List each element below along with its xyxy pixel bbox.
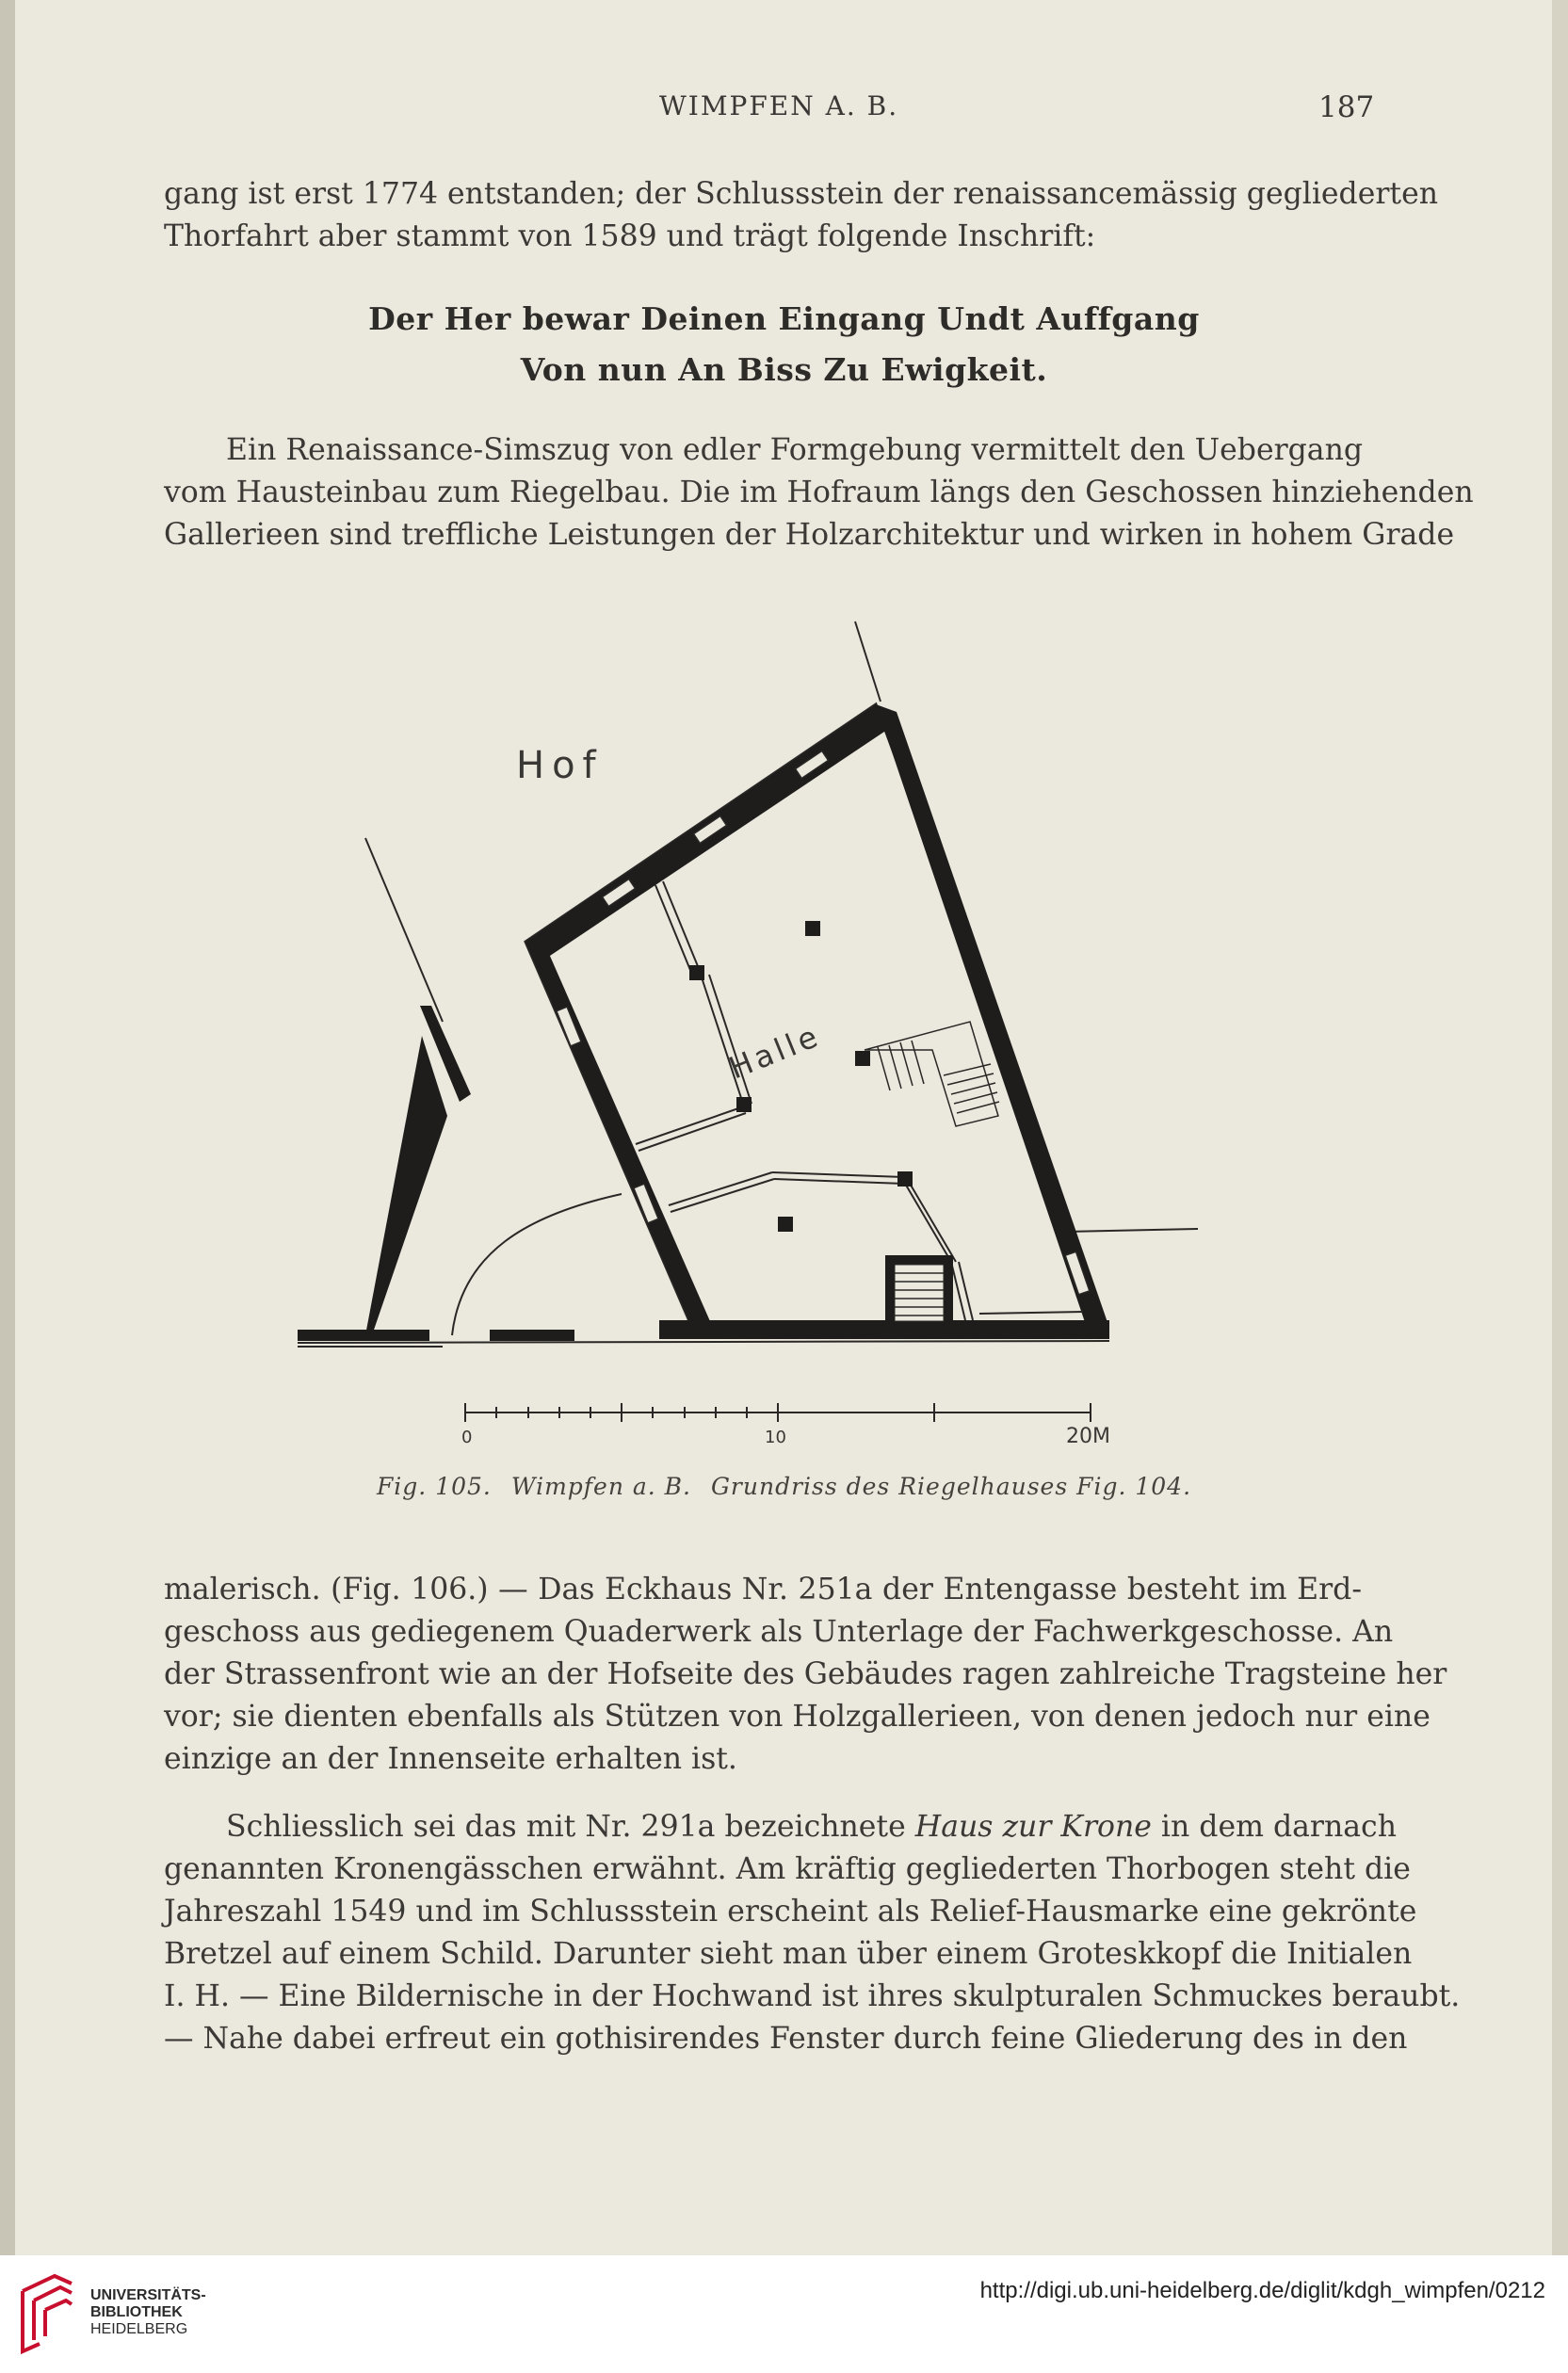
pillar — [736, 1097, 752, 1112]
inscription-line: Der Her bewar Deinen Eingang Undt Auffgang — [368, 300, 1200, 337]
scale-bar — [465, 1403, 1091, 1422]
scale-label: 20M — [1066, 1425, 1110, 1448]
guide-line — [365, 838, 443, 1022]
scale-label: 0 — [461, 1428, 473, 1447]
scale-label: 10 — [765, 1428, 786, 1447]
text-segment: in dem darnach — [1160, 1810, 1397, 1844]
text-line — [164, 1806, 1397, 1848]
library-line: UNIVERSITÄTS- — [90, 2287, 206, 2303]
paragraph-3 — [164, 1569, 1447, 1781]
text-line: vor; sie dienten ebenfalls als Stützen von Holzgallerieen, von denen jedoch nur eine — [164, 1700, 1431, 1734]
label-halle: Halle — [723, 1017, 826, 1087]
caption-title: Grundriss des Riegelhauses Fig. 104. — [710, 1473, 1192, 1500]
caption-place: Wimpfen a. B. — [510, 1473, 691, 1500]
text-line: genannten Kronengässchen erwähnt. Am kräftig gegliederten Thorbogen steht die — [164, 1852, 1411, 1886]
text-line: einzige an der Innenseite erhalten ist. — [164, 1742, 737, 1776]
street-line — [298, 1341, 1109, 1347]
page-number: 187 — [1318, 90, 1375, 124]
pillar — [778, 1217, 793, 1232]
library-logo-icon[interactable] — [17, 2272, 79, 2357]
text-line: der Strassenfront wie an der Hofseite des Gebäudes ragen zahlreiche Tragsteine her — [164, 1657, 1447, 1691]
text-line: vom Hausteinbau zum Riegelbau. Die im Hofraum längs den Geschossen hinziehenden — [164, 476, 1474, 509]
paragraph-1 — [164, 173, 1438, 258]
wall-annex-diag — [365, 1036, 447, 1335]
text-line: gang ist erst 1774 entstanden; der Schlussstein der renaissancemässig gegliederten — [164, 177, 1438, 211]
text-line: geschoss aus gediegenem Quaderwerk als Unterlage der Fachwerkgeschosse. An — [164, 1615, 1394, 1649]
running-title: WIMPFEN A. B. — [659, 90, 899, 121]
house-name: Haus zur Krone — [914, 1810, 1152, 1844]
text-line: Thorfahrt aber stammt von 1589 und trägt folgende Inschrift: — [164, 219, 1096, 253]
footer-bar — [0, 2255, 1568, 2373]
floor-plan-figure — [0, 603, 1568, 1450]
guide-line — [855, 622, 881, 702]
text-line: I. H. — Eine Bildernische in der Hochwand ist ihres skulpturalen Schmuckes beraubt. — [164, 1979, 1461, 2013]
text-segment: Schliesslich sei das mit Nr. 291a bezeichnete — [226, 1810, 906, 1844]
library-line: BIBLIOTHEK — [90, 2304, 183, 2320]
caption-fig: Fig. 105. — [376, 1473, 492, 1500]
pillar — [805, 921, 820, 936]
text-line: Ein Renaissance-Simszug von edler Formgebung vermittelt den Uebergang — [226, 433, 1364, 467]
library-line: HEIDELBERG — [90, 2321, 188, 2337]
figure-caption — [0, 1473, 1568, 1500]
guide-line — [1064, 1229, 1198, 1232]
building-outline — [525, 704, 1107, 1328]
wall-street — [659, 1320, 1109, 1339]
inscription-line: Von nun An Biss Zu Ewigkeit. — [520, 351, 1048, 388]
label-hof: Hof — [516, 744, 604, 787]
inscription — [0, 294, 1568, 396]
wall-annex-base — [490, 1330, 574, 1341]
library-name — [90, 2287, 206, 2338]
text-line: Bretzel auf einem Schild. Darunter sieht man über einem Groteskkopf die Initialen — [164, 1937, 1413, 1971]
entrance-steps — [885, 1255, 953, 1321]
pillar — [855, 1051, 870, 1066]
text-line: Jahreszahl 1549 und im Schlussstein erscheint als Relief-Hausmarke eine gekrönte — [164, 1895, 1417, 1929]
source-url[interactable]: http://digi.ub.uni-heidelberg.de/diglit/kdgh_wimpfen/0212 — [979, 2278, 1545, 2303]
paragraph-2 — [164, 429, 1474, 557]
pillar — [689, 965, 704, 980]
paragraph-4 — [164, 1806, 1461, 2060]
pillar — [897, 1171, 913, 1186]
text-line: Gallerieen sind treffliche Leistungen der Holzarchitektur und wirken in hohem Grade — [164, 518, 1455, 552]
text-line: — Nahe dabei erfreut ein gothisirendes Fenster durch feine Gliederung des in den — [164, 2022, 1408, 2056]
text-line: malerisch. (Fig. 106.) — Das Eckhaus Nr. 251a der Entengasse besteht im Erd- — [164, 1573, 1362, 1606]
wall-annex-base — [298, 1330, 429, 1341]
